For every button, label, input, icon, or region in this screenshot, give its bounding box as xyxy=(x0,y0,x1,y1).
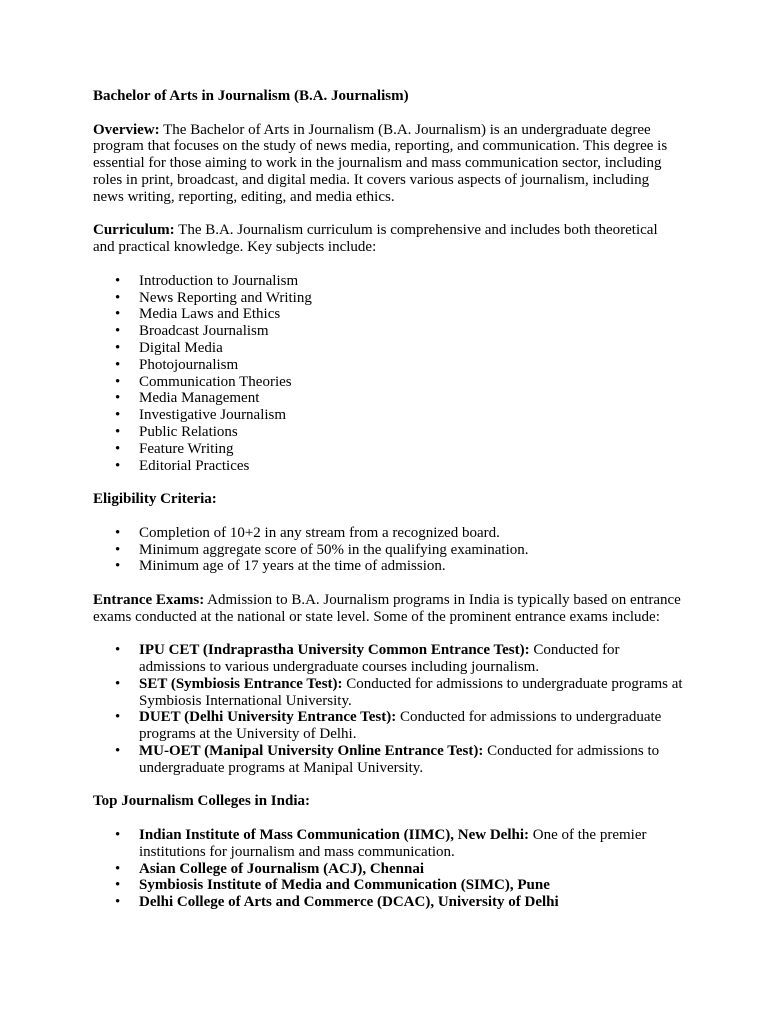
entrance-label: Entrance Exams: xyxy=(93,591,205,608)
exam-description: Conducted for admissions to undergraduate programs at Manipal University. xyxy=(139,743,660,776)
list-item: • Media Laws and Ethics xyxy=(139,306,683,323)
college-name: Asian College of Journalism (ACJ), Chennai xyxy=(139,860,425,877)
list-item xyxy=(139,827,683,861)
list-item xyxy=(139,877,683,894)
list-item xyxy=(139,642,683,676)
overview-paragraph xyxy=(93,122,683,206)
list-item: • News Reporting and Writing xyxy=(139,290,683,307)
list-item xyxy=(139,894,683,911)
exam-description: Conducted for admissions to various undergraduate courses including journalism. xyxy=(139,642,620,676)
college-name: Symbiosis Institute of Media and Communication (SIMC), Pune xyxy=(139,877,550,894)
curriculum-label: Curriculum: xyxy=(93,222,175,239)
entrance-exam-list xyxy=(93,642,683,776)
entrance-paragraph xyxy=(93,592,683,626)
curriculum-subject-list xyxy=(93,273,683,475)
list-item: • Broadcast Journalism xyxy=(139,323,683,340)
curriculum-paragraph xyxy=(93,222,683,256)
exam-description: Conducted for admissions to undergraduate programs at Symbiosis International University. xyxy=(139,675,683,709)
exam-description: Conducted for admissions to undergraduate programs at the University of Delhi. xyxy=(139,709,662,743)
list-item: • Minimum age of 17 years at the time of admission. xyxy=(139,558,683,575)
list-item: • Editorial Practices xyxy=(139,458,683,475)
list-item: • Digital Media xyxy=(139,340,683,357)
list-item: • Feature Writing xyxy=(139,441,683,458)
list-item xyxy=(139,861,683,878)
entrance-text: Admission to B.A. Journalism programs in India is typically based on entrance exams conducted at the national or state level. Some of the prominent entrance exams include: xyxy=(93,591,681,625)
college-name: Delhi College of Arts and Commerce (DCAC), University of Delhi xyxy=(139,894,559,911)
curriculum-text: The B.A. Journalism curriculum is comprehensive and includes both theoretical and practical knowledge. Key subjects include: xyxy=(93,222,658,256)
list-item: • Investigative Journalism xyxy=(139,407,683,424)
list-item: • Media Management xyxy=(139,390,683,407)
list-item: • Completion of 10+2 in any stream from a recognized board. xyxy=(139,525,683,542)
eligibility-heading: Eligibility Criteria: xyxy=(93,491,217,508)
list-item xyxy=(139,709,683,743)
colleges-heading: Top Journalism Colleges in India: xyxy=(93,793,310,810)
exam-name: SET (Symbiosis Entrance Test): xyxy=(139,675,343,692)
overview-label: Overview: xyxy=(93,121,160,138)
exam-name: MU-OET (Manipal University Online Entrance Test): xyxy=(139,743,484,760)
overview-text: The Bachelor of Arts in Journalism (B.A. Journalism) is an undergraduate degree program that focuses on the study of news media, reporting, and communication. This degree is essential for those aiming to work in the journalism and mass communication sector, including roles in print, broadcast, and digital media. It covers various aspects of journalism, including news writing, reporting, editing, and media ethics. xyxy=(93,121,668,205)
exam-name: IPU CET (Indraprastha University Common Entrance Test): xyxy=(139,642,530,659)
document-page xyxy=(93,88,683,928)
eligibility-list xyxy=(93,525,683,575)
list-item: • Introduction to Journalism xyxy=(139,273,683,290)
list-item xyxy=(139,676,683,710)
list-item: • Public Relations xyxy=(139,424,683,441)
list-item: • Photojournalism xyxy=(139,357,683,374)
document-title: Bachelor of Arts in Journalism (B.A. Journalism) xyxy=(93,88,409,104)
college-description: One of the premier institutions for journalism and mass communication. xyxy=(139,827,647,860)
list-item xyxy=(139,743,683,777)
list-item: • Minimum aggregate score of 50% in the qualifying examination. xyxy=(139,542,683,559)
exam-name: DUET (Delhi University Entrance Test): xyxy=(139,709,397,726)
list-item: • Communication Theories xyxy=(139,374,683,391)
college-name: Indian Institute of Mass Communication (IIMC), New Delhi: xyxy=(139,827,530,844)
colleges-list xyxy=(93,827,683,911)
